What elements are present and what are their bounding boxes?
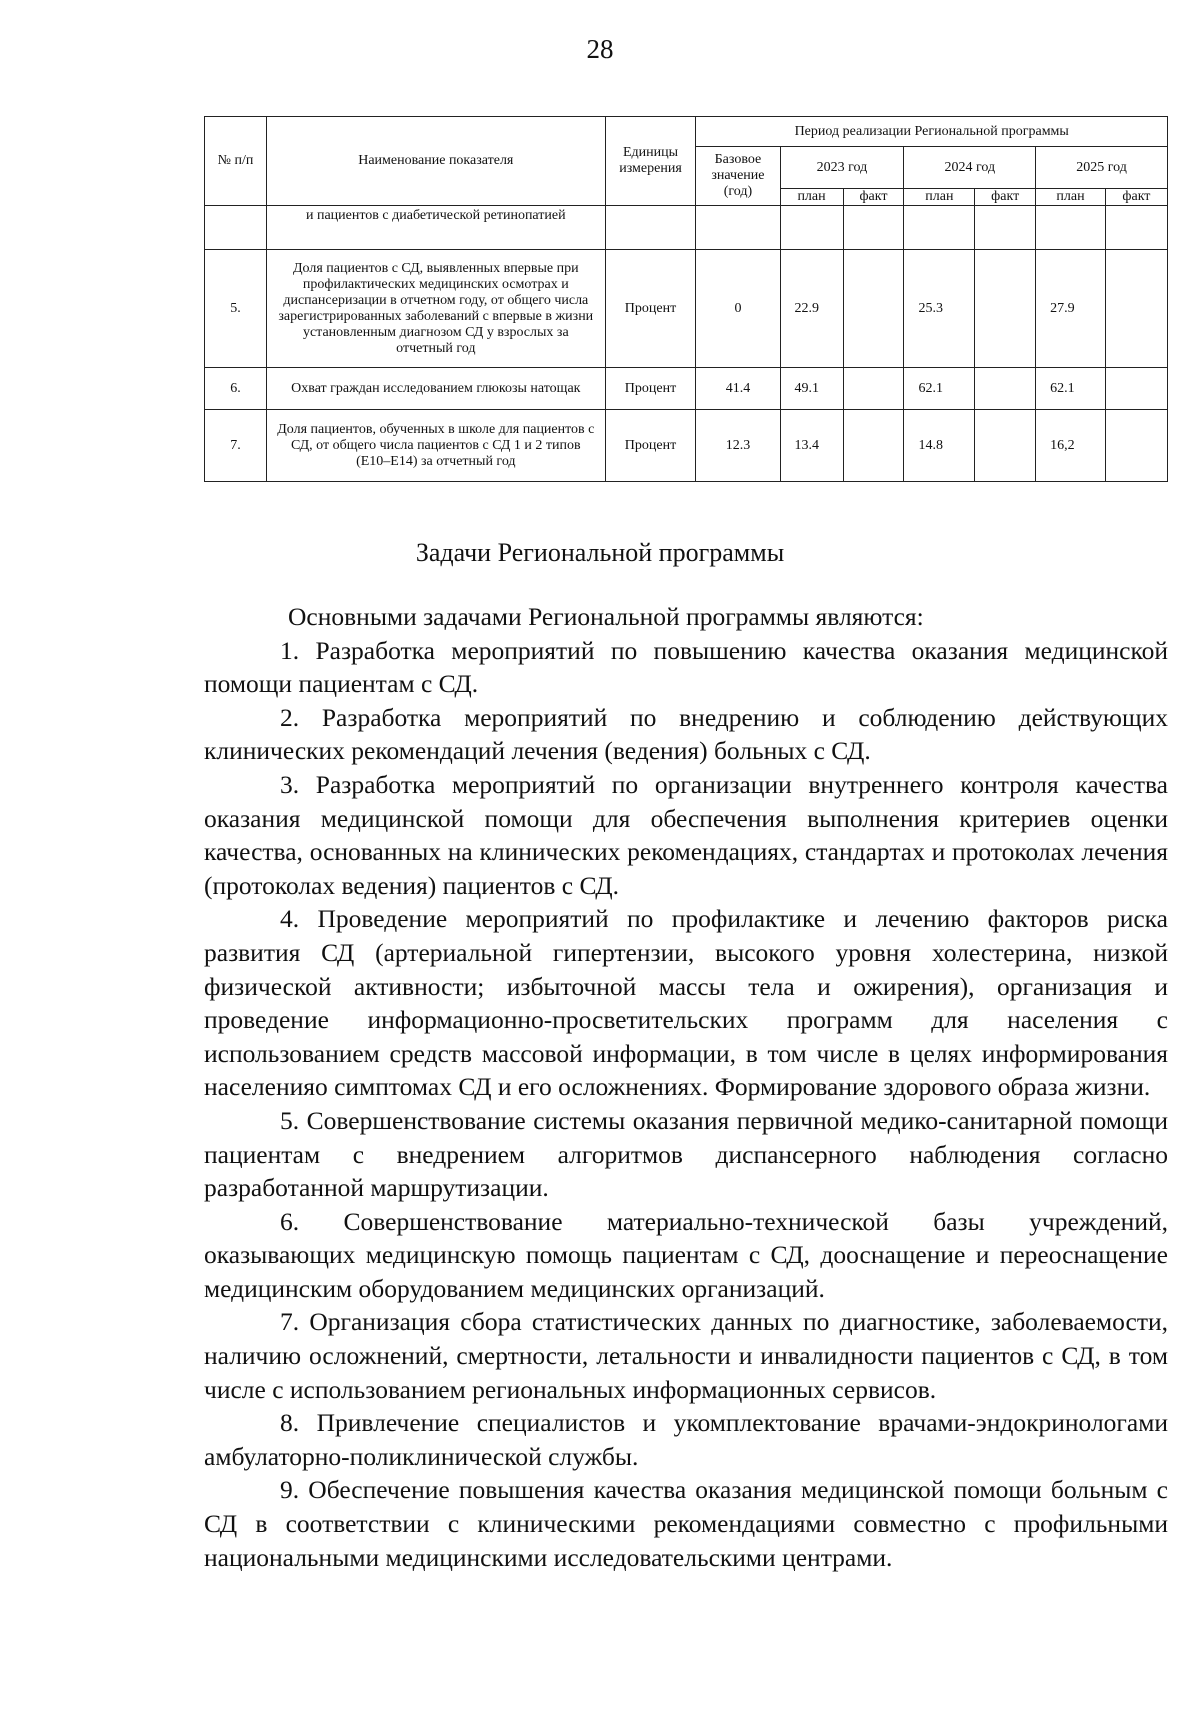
header-name: Наименование показателя [266,117,605,206]
cell-num: 5. [205,250,267,368]
header-fact: факт [975,189,1036,206]
header-num: № п/п [205,117,267,206]
cell-2025-fact [1105,368,1167,410]
cell-2024-plan: 25.3 [904,250,975,368]
task-item: 2. Разработка мероприятий по внедрению и соблюдению действующих клинических рекомендаций лечения (ведения) больных с СД. [204,702,1168,766]
header-units: Единицы измерения [605,117,696,206]
table-header-row [205,117,1168,147]
cell-2023-plan: 22.9 [780,250,843,368]
cell-num [205,206,267,250]
cell-units: Процент [605,410,696,482]
task-item: 4. Проведение мероприятий по профилактике и лечению факторов риска развития СД (артериальной гипертензии, высокого уровня холестерина, низкой физической активности; избыточной массы тела и ожирения), организация и проведение информационно-просветительских программ для населения с использованием средств массовой информации, в том числе в целях информирования населенияо симптомах СД и его осложнениях. Формирование здорового образа жизни. [204,904,1168,1102]
header-period: Период реализации Региональной программы [696,117,1168,147]
cell-2023-plan: 13.4 [780,410,843,482]
cell-units [605,206,696,250]
header-fact: факт [843,189,904,206]
cell-2025-fact [1105,206,1167,250]
task-item: 5. Совершенствование системы оказания первичной медико-санитарной помощи пациентам с внедрением алгоритмов диспансерного наблюдения согласно разработанной маршрутизации. [204,1105,1168,1203]
cell-2023-plan: 49.1 [780,368,843,410]
cell-name: Доля пациентов, обученных в школе для пациентов с СД, от общего числа пациентов с СД 1 и 2 типов (Е10–Е14) за отчетный год [266,410,605,482]
section-title: Задачи Региональной программы [415,538,785,567]
header-plan: план [904,189,975,206]
table-row [205,368,1168,410]
table-row [205,410,1168,482]
tasks-section [204,600,1168,1574]
task-item: 3. Разработка мероприятий по организации внутреннего контроля качества оказания медицинской помощи для обеспечения выполнения критериев оценки качества, основанных на клинических рекомендациях, стандартах и протоколах лечения (протоколах ведения) пациентов с СД. [204,769,1168,900]
header-year-2023: 2023 год [780,147,904,189]
header-year-2025: 2025 год [1036,147,1168,189]
cell-2024-fact [975,206,1036,250]
header-plan: план [1036,189,1106,206]
task-item: 7. Организация сбора статистических данных по диагностике, заболеваемости, наличию осложнений, смертности, летальности и инвалидности пациентов с СД, в том числе с использованием региональных информационных сервисов. [204,1307,1168,1404]
header-base: Базовое значение (год) [696,147,780,206]
cell-2023-plan [780,206,843,250]
cell-2025-fact [1105,250,1167,368]
cell-base: 0 [696,250,780,368]
header-plan: план [780,189,843,206]
table-row [205,250,1168,368]
cell-name: и пациентов с диабетической ретинопатией [266,206,605,250]
cell-2024-plan: 62.1 [904,368,975,410]
task-item: 9. Обеспечение повышения качества оказания медицинской помощи больным с СД в соответствии с клиническими рекомендациями совместно с профильными национальными медицинскими исследовательскими центрами. [204,1475,1168,1572]
cell-name: Доля пациентов с СД, выявленных впервые при профилактических медицинских осмотрах и диспансеризации в отчетном году, от общего числа зарегистрированных заболеваний с впервые в жизни установленным диагнозом СД у взрослых за отчетный год [266,250,605,368]
header-fact: факт [1105,189,1167,206]
cell-2023-fact [843,206,904,250]
cell-2024-fact [975,368,1036,410]
cell-2025-fact [1105,410,1167,482]
header-year-2024: 2024 год [904,147,1036,189]
cell-units: Процент [605,250,696,368]
cell-2025-plan [1036,206,1106,250]
cell-2025-plan: 27.9 [1036,250,1106,368]
cell-units: Процент [605,368,696,410]
table-row [205,206,1168,250]
cell-2025-plan: 16,2 [1036,410,1106,482]
cell-base [696,206,780,250]
indicators-table [204,116,1168,482]
cell-num: 7. [205,410,267,482]
cell-2023-fact [843,250,904,368]
cell-2024-fact [975,250,1036,368]
cell-2023-fact [843,410,904,482]
cell-2025-plan: 62.1 [1036,368,1106,410]
task-item: 1. Разработка мероприятий по повышению качества оказания медицинской помощи пациентам с СД. [204,635,1168,699]
cell-name: Охват граждан исследованием глюкозы натощак [266,368,605,410]
task-item: 8. Привлечение специалистов и укомплектование врачами-эндокринологами амбулаторно-поликлинической службы. [204,1408,1168,1471]
cell-base: 12.3 [696,410,780,482]
cell-2024-plan: 14.8 [904,410,975,482]
cell-2024-fact [975,410,1036,482]
cell-2024-plan [904,206,975,250]
task-item: 6. Совершенствование материально-технической базы учреждений, оказывающих медицинскую помощь пациентам с СД, дооснащение и переоснащение медицинским оборудованием медицинских организаций. [204,1206,1168,1303]
page-number: 28 [586,34,614,64]
cell-2023-fact [843,368,904,410]
tasks-intro: Основными задачами Региональной программы являются: [288,602,924,631]
cell-num: 6. [205,368,267,410]
cell-base: 41.4 [696,368,780,410]
